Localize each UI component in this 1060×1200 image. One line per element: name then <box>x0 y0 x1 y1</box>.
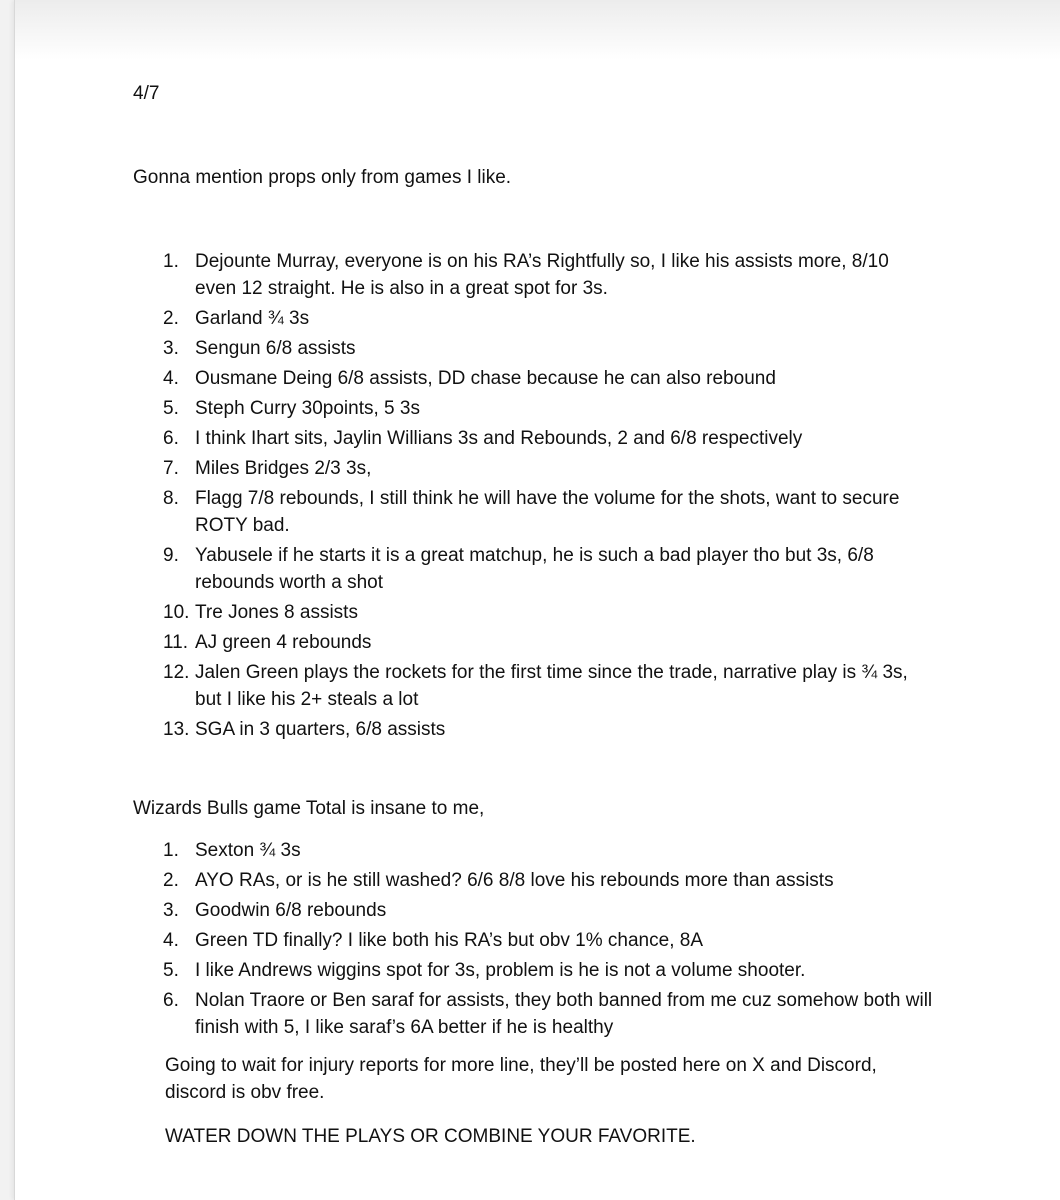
list-item: 5. I like Andrews wiggins spot for 3s, problem is he is not a volume shooter. <box>163 960 806 981</box>
list-item: 13. SGA in 3 quarters, 6/8 assists <box>163 719 446 740</box>
list-item: 4. Green TD finally? I like both his RA’s but obv 1% chance, 8A <box>163 930 703 951</box>
list-item: 1. Dejounte Murray, everyone is on his RA’s Rightfully so, I like his assists more, 8/10 even 12 straight. He is also in a great spot for 3s. <box>163 251 889 299</box>
section-heading: Wizards Bulls game Total is insane to me, <box>133 798 485 819</box>
props-list <box>133 248 935 746</box>
list-item: 3. Goodwin 6/8 rebounds <box>163 900 387 921</box>
list-item: 10. Tre Jones 8 assists <box>163 602 358 623</box>
intro-text: Gonna mention props only from games I like. <box>133 167 512 188</box>
date-line: 4/7 <box>133 83 160 104</box>
list-item: 7. Miles Bridges 2/3 3s, <box>163 458 372 479</box>
list-item: 11. AJ green 4 rebounds <box>163 632 372 653</box>
document-page <box>14 0 1060 1200</box>
game-props-list <box>133 837 935 1044</box>
list-item: 2. Garland ¾ 3s <box>163 308 310 329</box>
list-item: 4. Ousmane Deing 6/8 assists, DD chase because he can also rebound <box>163 368 776 389</box>
list-item: 6. Nolan Traore or Ben saraf for assists, they both banned from me cuz somehow both will finish with 5, I like saraf’s 6A better if he is healthy <box>163 990 933 1038</box>
closing-text: WATER DOWN THE PLAYS OR COMBINE YOUR FAVORITE. <box>165 1126 696 1147</box>
list-item: 2. AYO RAs, or is he still washed? 6/6 8/8 love his rebounds more than assists <box>163 870 834 891</box>
page-top-shadow <box>15 0 1060 60</box>
list-item: 8. Flagg 7/8 rebounds, I still think he will have the volume for the shots, want to secure ROTY bad. <box>163 488 900 536</box>
list-item: 12. Jalen Green plays the rockets for the first time since the trade, narrative play is ¾ 3s, but I like his 2+ steals a lot <box>163 662 908 710</box>
note-text: Going to wait for injury reports for more line, they’ll be posted here on X and Discord, discord is obv free. <box>165 1055 877 1103</box>
list-item: 3. Sengun 6/8 assists <box>163 338 356 359</box>
list-item: 5. Steph Curry 30points, 5 3s <box>163 398 420 419</box>
list-item: 9. Yabusele if he starts it is a great matchup, he is such a bad player tho but 3s, 6/8 rebounds worth a shot <box>163 545 874 593</box>
list-item: 6. I think Ihart sits, Jaylin Willians 3s and Rebounds, 2 and 6/8 respectively <box>163 428 803 449</box>
list-item: 1. Sexton ¾ 3s <box>163 840 301 861</box>
